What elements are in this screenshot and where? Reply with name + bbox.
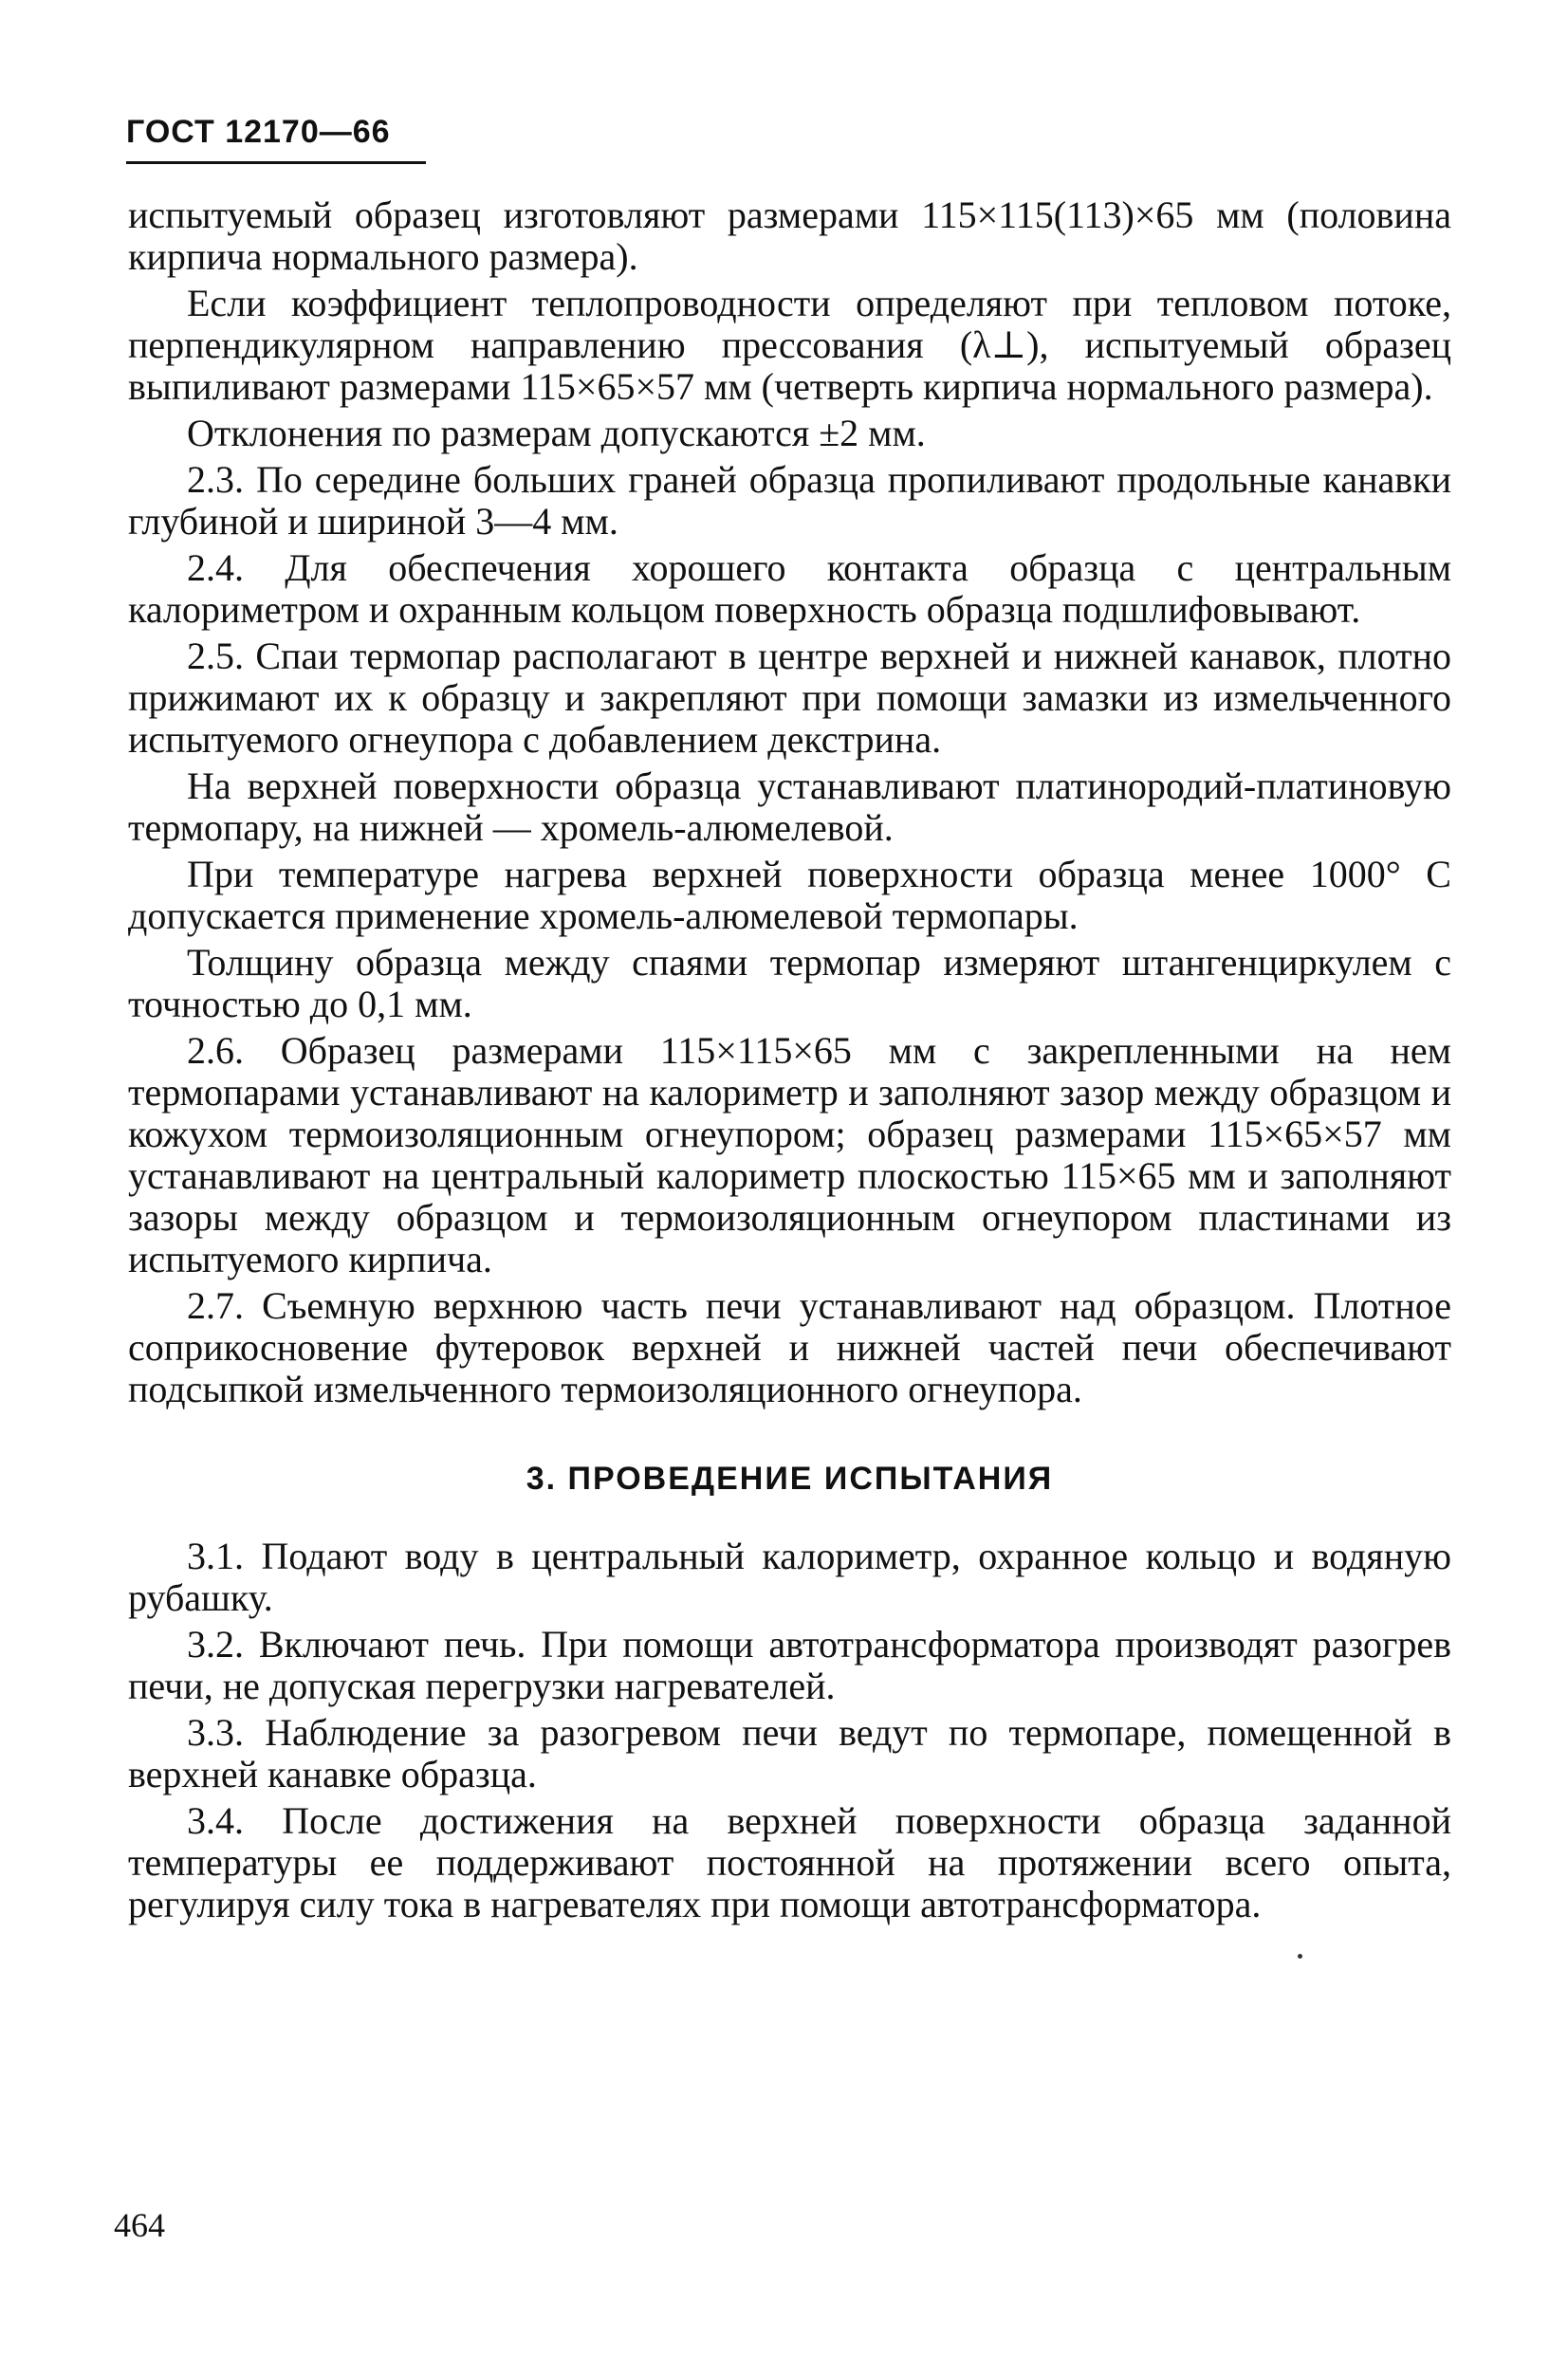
paragraph: испытуемый образец изготовляют размерами 115×115(113)×65 мм (половина кирпича нормального размера).: [128, 193, 1451, 278]
paragraph: При температуре нагрева верхней поверхности образца менее 1000° С допускается применение хромель-алюмелевой термопары.: [128, 853, 1451, 937]
paragraph: Толщину образца между спаями термопар измеряют штангенциркулем с точностью до 0,1 мм.: [128, 941, 1451, 1025]
scan-speck: [1298, 1954, 1302, 1959]
paragraph: 2.6. Образец размерами 115×115×65 мм с закрепленными на нем термопарами устанавливают на калориметр и заполняют зазор между образцом и кожухом термоизоляционным огнеупором; образец размерами 115×65×57 мм устанавливают на центральный калориметр плоскостью 115×65 мм и заполняют зазоры между образцом и термоизоляционным огнеупором пластинами из испытуемого кирпича.: [128, 1029, 1451, 1280]
paragraph: 2.3. По середине больших граней образца пропиливают продольные канавки глубиной и шириной 3—4 мм.: [128, 458, 1451, 543]
document-body: [128, 194, 1451, 1930]
paragraph: 2.5. Спаи термопар располагают в центре верхней и нижней канавок, плотно прижимают их к образцу и закрепляют при помощи замазки из измельченного испытуемого огнеупора с добавлением декстрина.: [128, 635, 1451, 761]
section-title: 3. ПРОВЕДЕНИЕ ИСПЫТАНИЯ: [526, 1461, 1054, 1497]
header-underline: [126, 161, 426, 164]
paragraph: 3.3. Наблюдение за разогревом печи ведут по термопаре, помещенной в верхней канавке образца.: [128, 1711, 1451, 1795]
paragraph: 2.4. Для обеспечения хорошего контакта образца с центральным калориметром и охранным кольцом поверхность образца подшлифовывают.: [128, 546, 1451, 631]
standard-header: ГОСТ 12170—66: [126, 114, 391, 150]
paragraphs-before-section: [128, 194, 1451, 1410]
paragraph: 3.1. Подают воду в центральный калориметр, охранное кольцо и водяную рубашку.: [128, 1535, 1451, 1619]
paragraph: На верхней поверхности образца устанавливают платинородий-платиновую термопару, на нижней — хромель-алюмелевой.: [128, 764, 1451, 849]
paragraph: Если коэффициент теплопроводности определяют при тепловом потоке, перпендикулярном направлению прессования (λ⊥), испытуемый образец выпиливают размерами 115×65×57 мм (четверть кирпича нормального размера).: [128, 282, 1451, 408]
paragraph: 3.2. Включают печь. При помощи автотрансформатора производят разогрев печи, не допуская перегрузки нагревателей.: [128, 1623, 1451, 1707]
page-number: 464: [114, 2206, 165, 2244]
paragraph: 2.7. Съемную верхнюю часть печи устанавливают над образцом. Плотное соприкосновение футеровок верхней и нижней частей печи обеспечивают подсыпкой измельченного термоизоляционного огнеупора.: [128, 1284, 1451, 1410]
paragraph: Отклонения по размерам допускаются ±2 мм.: [187, 412, 926, 454]
paragraph: 3.4. После достижения на верхней поверхности образца заданной температуры ее поддерживают постоянной на протяжении всего опыта, регулируя силу тока в нагревателях при помощи автотрансформатора.: [128, 1799, 1451, 1925]
paragraphs-after-section: [128, 1536, 1451, 1925]
